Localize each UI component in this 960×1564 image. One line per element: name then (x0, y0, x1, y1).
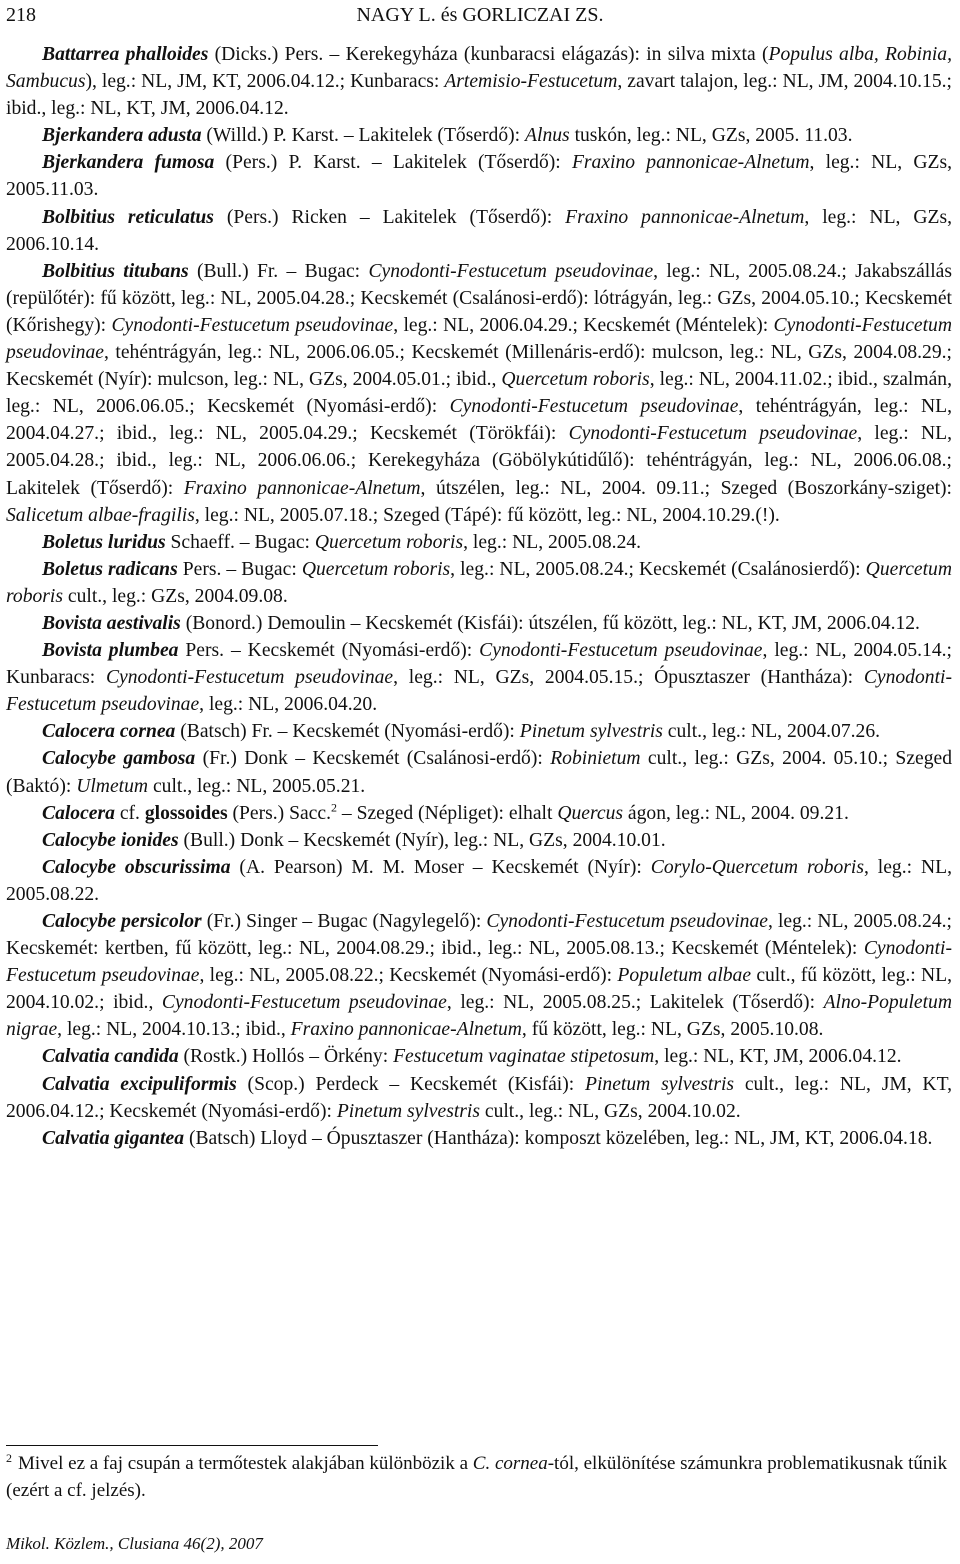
entry-text: – Szeged (Népliget): elhalt (336, 802, 558, 824)
species-list (6, 41, 952, 1152)
species-entry (6, 122, 952, 149)
entry-text: (Willd.) P. Karst. – Lakitelek (Tőserdő): (201, 125, 526, 147)
footnote-text: -tól, elkülönítése számunkra problematikusnak tűnik (ezért a cf. jelzés). (6, 1453, 948, 1501)
italic-text: Salicetum albae-fragilis (6, 504, 195, 526)
italic-text: Quercetum roboris (501, 369, 650, 391)
italic-text: Cynodonti-Festucetum pseudovinae (568, 423, 858, 445)
species-entry (6, 800, 952, 827)
species-entry (6, 258, 952, 529)
species-name: Bjerkandera fumosa (42, 152, 215, 174)
entry-text: , leg.: NL, 2005.08.24.; Kecskemét: kertben, fű között, leg.: NL, 2004.08.29.; ibid., leg.: NL, 2005.08.13.; Kecskemét (Méntelek): (6, 911, 952, 960)
species-entry (6, 556, 952, 610)
entry-text: , leg.: NL, GZs, 2004.05.15.; Ópusztaszer (Hantháza): (393, 667, 864, 689)
entry-text: (Batsch) Fr. – Kecskemét (Nyomási-erdő): (175, 721, 520, 743)
species-entry (6, 529, 952, 556)
entry-text: Pers. – Kecskemét (Nyomási-erdő): (178, 640, 480, 662)
species-entry (6, 149, 952, 203)
entry-text: , leg.: NL, GZs, 2006.10.14. (6, 206, 953, 255)
species-entry (6, 827, 952, 854)
species-name: Calvatia candida (42, 1046, 179, 1068)
species-name: Bovista aestivalis (42, 612, 181, 634)
species-name: Battarrea phalloides (42, 44, 209, 65)
italic-text: Robinietum (550, 748, 641, 770)
entry-text: (Batsch) Lloyd – Ópusztaszer (Hantháza): komposzt közelében, leg.: NL, JM, KT, 2006.04.18. (184, 1127, 933, 1149)
species-name: Bolbitius titubans (42, 260, 189, 282)
entry-text: (Rostk.) Hollós – Örkény: (178, 1046, 394, 1068)
entry-text: cult., leg.: GZs, 2004. 05.10.; Szeged (Baktó): (6, 748, 953, 797)
entry-text: cult., leg.: NL, 2005.05.21. (148, 775, 366, 797)
footnote-mark: 2 (6, 1450, 12, 1465)
species-name: Calocybe gambosa (42, 748, 196, 770)
italic-text: Cynodonti-Festucetum pseudovinae (161, 992, 447, 1014)
entry-text: , leg.: NL, 2006.04.29.; Kecskemét (Méntelek): (393, 314, 774, 336)
species-entry (6, 637, 952, 718)
italic-text: Cynodonti-Festucetum pseudovinae (111, 314, 394, 336)
entry-text: (Pers.) P. Karst. – Lakitelek (Tőserdő): (214, 152, 572, 174)
italic-text: Fraxino pannonicae-Alnetum (290, 1019, 522, 1041)
italic-text: Corylo-Quercetum roboris (650, 856, 864, 878)
bold-text: glossoides (144, 802, 228, 824)
entry-text: , leg.: NL, 2005.08.22. (6, 856, 952, 905)
entry-text: cult., leg.: GZs, 2004.09.08. (62, 585, 288, 607)
italic-text: Fraxino pannonicae-Alnetum (571, 152, 810, 174)
entry-text: ), leg.: NL, JM, KT, 2006.04.12.; Kunbaracs: (85, 71, 445, 93)
species-name: Bolbitius reticulatus (42, 206, 214, 228)
entry-text: (Dicks.) Pers. – Kerekegyháza (kunbaracsi elágazás): in silva mixta ( (208, 44, 769, 65)
italic-text: Cynodonti-Festucetum pseudovinae (6, 938, 952, 987)
italic-text: Cynodonti-Festucetum pseudovinae (6, 667, 952, 716)
entry-text: , útszélen, leg.: NL, 2004. 09.11.; Szeged (Boszorkány-sziget): (420, 477, 952, 499)
entry-text: , tehéntrágyán, leg.: NL, 2004.04.27.; ibid., leg.: NL, 2005.04.29.; Kecskemét (Törökfái): (6, 396, 952, 445)
entry-text: (Scop.) Perdeck – Kecskemét (Kisfái): (236, 1073, 586, 1095)
italic-text: Cynodonti-Festucetum pseudovinae (449, 396, 739, 418)
entry-text: , zavart talajon, leg.: NL, JM, 2004.10.15.; ibid., leg.: NL, KT, JM, 2006.04.12. (6, 71, 952, 120)
entry-text: , leg.: NL, GZs, 2005.11.03. (6, 152, 952, 201)
entry-text: (Fr.) Singer – Bugac (Nagylegelő): (201, 911, 487, 932)
entry-text: , leg.: NL, KT, JM, 2006.04.12. (654, 1046, 902, 1068)
italic-text: Cynodonti-Festucetum pseudovinae (6, 314, 952, 364)
species-name: Boletus radicans (42, 558, 178, 580)
italic-text: Festucetum vaginatae stipetosum (393, 1046, 655, 1068)
italic-text: Fraxino pannonicae-Alnetum (183, 477, 421, 499)
italic-text: Alno-Populetum nigrae (6, 992, 952, 1041)
species-name: Bjerkandera adusta (42, 125, 202, 147)
entry-text: , leg.: NL, 2006.04.20. (199, 694, 378, 716)
species-entry (6, 745, 952, 799)
italic-text: Quercetum roboris (314, 531, 464, 553)
italic-text: Cynodonti-Festucetum pseudovinae (486, 911, 768, 932)
species-name: Calocybe persicolor (42, 911, 202, 932)
species-entry (6, 854, 952, 908)
entry-text: , fű között, leg.: NL, GZs, 2005.10.08. (521, 1019, 824, 1041)
italic-text: Quercetum roboris (301, 558, 451, 580)
footnote (6, 1450, 952, 1504)
entry-text: cult., fű között, leg.: NL, 2004.10.02.; ibid., (6, 965, 952, 1014)
entry-text: cult., leg.: NL, GZs, 2004.10.02. (479, 1100, 741, 1122)
species-name: Calocybe ionides (42, 829, 179, 851)
entry-text: Pers. – Bugac: (177, 558, 302, 580)
italic-text: C. cornea (472, 1453, 548, 1474)
entry-text: , leg.: NL, 2005.08.24. (463, 531, 642, 553)
entry-text: , tehéntrágyán, leg.: NL, 2006.06.05.; Kecskemét (Millenáris-erdő): mulcson, leg.: NL, GZs, 2004.08.29.; Kecskemét (Nyír): mulcson, leg.: NL, GZs, 2004.05.01.; ibid., (6, 342, 952, 391)
italic-text: Pinetum sylvestris (519, 721, 663, 743)
italic-text: Quercus (557, 802, 623, 824)
italic-text: Populetum albae (617, 965, 752, 987)
entry-text: , leg.: NL, 2004.11.02.; ibid., szalmán, leg.: NL, 2006.06.05.; Kecskemét (Nyomási-erdő): (6, 369, 952, 418)
italic-text: Artemisio-Festucetum (444, 71, 618, 93)
entry-text: Schaeff. – Bugac: (165, 531, 315, 553)
italic-text: Cynodonti-Festucetum pseudovinae (368, 260, 654, 282)
italic-text: Populus alba, Robinia, Sambucus (6, 44, 953, 93)
species-name: Bovista plumbea (42, 640, 179, 662)
species-entry (6, 1125, 952, 1152)
entry-text: (Pers.) Sacc. (227, 802, 331, 824)
italic-text: Cynodonti-Festucetum pseudovinae (479, 640, 763, 662)
page-header (6, 4, 954, 34)
entry-text: tuskón, leg.: NL, GZs, 2005. 11.03. (569, 125, 853, 147)
italic-text: Quercetum roboris (6, 558, 952, 607)
entry-text: , leg.: NL, 2004.10.13.; ibid., (57, 1019, 291, 1041)
species-entry (6, 610, 952, 637)
footnote-reference: 2 (330, 800, 337, 815)
entry-text: , leg.: NL, 2005.08.24.; Jakabszállás (repülőtér): fű között, leg.: NL, 2005.04.28.; Kecskemét (Csalánosi-erdő): lótrágyán, leg.: GZs, 2004.05.10.; Kecskemét (Kőrishegy): (6, 260, 952, 336)
entry-text: (Bonord.) Demoulin – Kecskemét (Kisfái): útszélen, fű között, leg.: NL, KT, JM, 2006.04.12. (180, 612, 920, 634)
entry-text: cf. (114, 802, 145, 824)
running-head: NAGY L. és GORLICZAI ZS. (356, 4, 604, 26)
entry-text: , leg.: NL, 2005.08.22.; Kecskemét (Nyomási-erdő): (199, 965, 618, 987)
entry-text: , leg.: NL, 2005.04.28.; ibid., leg.: NL, 2006.06.06.; Kerekegyháza (Göbölykútidűlő): tehéntrágyán, leg.: NL, 2006.06.08.; Lakitelek (Tőserdő): (6, 423, 952, 499)
page-number: 218 (6, 4, 36, 26)
species-name: Calvatia gigantea (42, 1127, 185, 1149)
species-name: Calvatia excipuliformis (42, 1073, 237, 1095)
entry-text: , leg.: NL, 2005.08.24.; Kecskemét (Csalánosierdő): (450, 558, 866, 580)
italic-text: Pinetum sylvestris (585, 1073, 735, 1095)
entry-text: , leg.: NL, 2005.07.18.; Szeged (Tápé): fű között, leg.: NL, 2004.10.29.(!). (194, 504, 780, 526)
entry-text: , leg.: NL, 2005.08.25.; Lakitelek (Tőserdő): (446, 992, 824, 1014)
entry-text: (Bull.) Fr. – Bugac: (188, 260, 369, 282)
species-name: Boletus luridus (42, 531, 166, 553)
entry-text: (Pers.) Ricken – Lakitelek (Tőserdő): (213, 206, 566, 228)
species-name: Calocera cornea (42, 721, 176, 743)
entry-text: cult., leg.: NL, JM, KT, 2006.04.12.; Kecskemét (Nyomási-erdő): (6, 1073, 952, 1122)
species-entry (6, 204, 952, 258)
species-name: Calocybe obscurissima (42, 856, 231, 878)
species-entry (6, 1043, 952, 1070)
entry-text: (Fr.) Donk – Kecskemét (Csalánosi-erdő): (195, 748, 551, 770)
species-name: Calocera (42, 802, 115, 824)
footnote-divider (6, 1445, 378, 1446)
italic-text: Ulmetum (76, 775, 149, 797)
entry-text: (Bull.) Donk – Kecskemét (Nyír), leg.: NL, GZs, 2004.10.01. (178, 829, 666, 851)
italic-text: Alnus (525, 125, 570, 147)
species-entry (6, 908, 952, 1043)
entry-text: ágon, leg.: NL, 2004. 09.21. (623, 802, 849, 824)
species-entry (6, 41, 952, 122)
footnote-text: Mivel ez a faj csupán a termőtestek alakjában különbözik a (18, 1453, 473, 1474)
species-entry (6, 1071, 952, 1125)
entry-text: cult., leg.: NL, 2004.07.26. (662, 721, 881, 743)
italic-text: Pinetum sylvestris (336, 1100, 480, 1122)
italic-text: Fraxino pannonicae-Alnetum (565, 206, 805, 228)
species-entry (6, 718, 952, 745)
italic-text: Cynodonti-Festucetum pseudovinae (105, 667, 394, 689)
entry-text: (A. Pearson) M. M. Moser – Kecskemét (Nyír): (230, 856, 651, 878)
entry-text: , leg.: NL, 2004.05.14.; Kunbaracs: (6, 640, 952, 689)
journal-citation: Mikol. Közlem., Clusiana 46(2), 2007 (6, 1534, 263, 1553)
